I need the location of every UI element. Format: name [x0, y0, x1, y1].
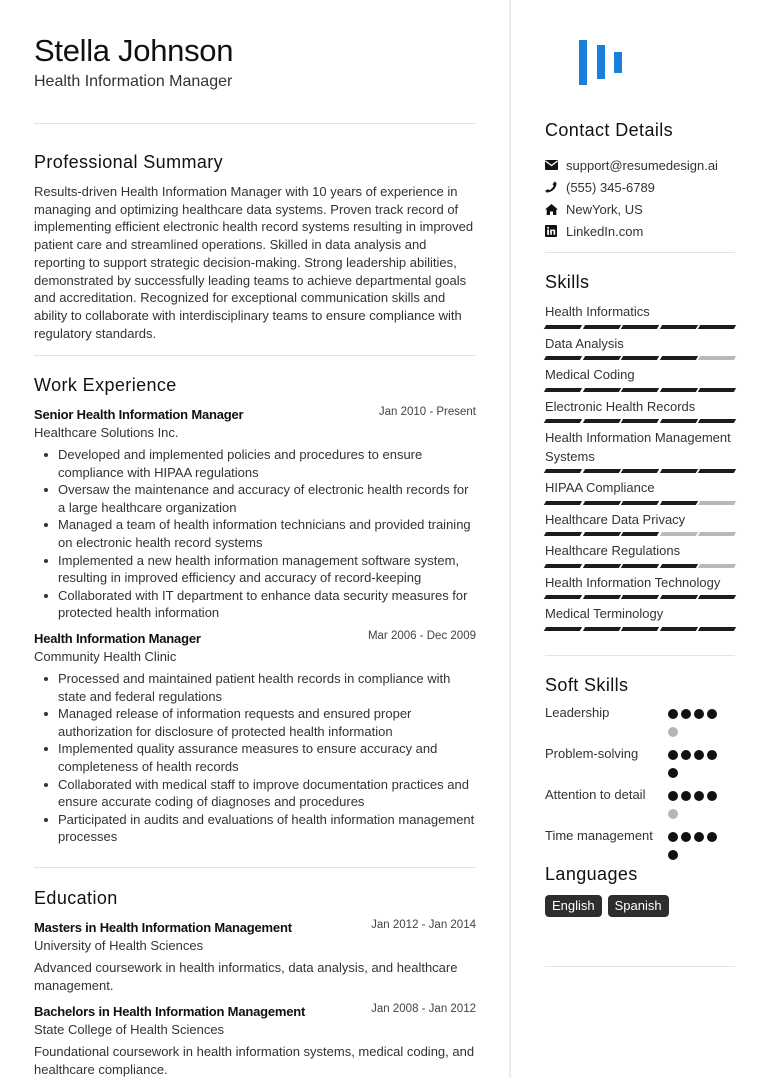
- skill-name: Healthcare Regulations: [545, 543, 681, 558]
- section-title-skills: Skills: [545, 272, 590, 292]
- contact-list: [545, 154, 735, 242]
- job-bullet: Implemented quality assurance measures to ensure accuracy and completeness of health records: [34, 740, 476, 775]
- section-title-experience: Work Experience: [34, 375, 177, 395]
- skill-level-bar: [545, 595, 735, 599]
- contact-linkedin[interactable]: LinkedIn.com: [545, 220, 735, 242]
- job-title: Senior Health Information Manager: [34, 407, 244, 422]
- language-badge: English: [545, 895, 602, 917]
- experience-entry: [34, 630, 476, 846]
- soft-skill-name: Leadership: [545, 705, 610, 720]
- skill-item: [545, 542, 735, 568]
- job-date: Jan 2010 - Present: [378, 406, 476, 418]
- language-badge: Spanish: [608, 895, 669, 917]
- soft-skill-name: Time management: [545, 828, 653, 843]
- skill-item: [545, 605, 735, 631]
- experience-entry: [34, 406, 476, 622]
- divider: [34, 867, 476, 868]
- skill-level-bar: [545, 532, 735, 536]
- skill-name: HIPAA Compliance: [545, 480, 655, 495]
- languages-list: [545, 895, 669, 917]
- school-name: University of Health Sciences: [34, 938, 204, 953]
- skills-list: [545, 303, 735, 637]
- column-divider: [509, 0, 511, 1078]
- contact-phone[interactable]: (555) 345-6789: [545, 176, 735, 198]
- skill-item: [545, 335, 735, 361]
- skill-item: [545, 511, 735, 537]
- skill-level-bar: [545, 469, 735, 473]
- soft-skill-name: Attention to detail: [545, 787, 646, 802]
- job-company: Community Health Clinic: [34, 649, 177, 664]
- soft-skills-list: [545, 704, 735, 868]
- skill-name: Health Information Management Systems: [545, 430, 731, 464]
- skill-name: Electronic Health Records: [545, 398, 696, 414]
- job-bullet: Oversaw the maintenance and accuracy of electronic health records for a large healthcare organization: [34, 481, 476, 516]
- job-company: Healthcare Solutions Inc.: [34, 425, 179, 440]
- job-bullet: Implemented a new health information management software system, resulting in improved efficiency and accuracy of record-keeping: [34, 552, 476, 587]
- divider: [545, 252, 735, 253]
- degree-title: Masters in Health Information Management: [34, 920, 292, 935]
- soft-skill-item: [545, 704, 735, 745]
- degree-title: Bachelors in Health Information Management: [34, 1004, 306, 1019]
- logo-icon: [579, 40, 623, 85]
- candidate-name: Stella Johnson: [34, 33, 234, 68]
- home-icon: [545, 204, 566, 215]
- soft-skill-rating: [668, 745, 720, 786]
- skill-item: [545, 574, 735, 600]
- skill-level-bar: [545, 627, 735, 631]
- education-entry: [34, 919, 476, 994]
- skill-name: Medical Terminology: [545, 606, 664, 621]
- job-bullets: [34, 446, 476, 622]
- skill-name: Health Information Technology: [545, 574, 721, 590]
- job-date: Mar 2006 - Dec 2009: [367, 630, 476, 642]
- soft-skill-item: [545, 827, 735, 868]
- skill-name: Data Analysis: [545, 335, 624, 351]
- skill-name: Health Informatics: [545, 304, 650, 319]
- soft-skill-rating: [668, 786, 720, 827]
- job-bullet: Processed and maintained patient health records in compliance with state and federal regulations: [34, 670, 476, 705]
- job-bullet: Managed a team of health information technicians and provided training on electronic health record systems: [34, 516, 476, 551]
- education-description: Advanced coursework in health informatics, data analysis, and healthcare management.: [34, 960, 458, 993]
- education-entry: [34, 1003, 476, 1078]
- education-date: Jan 2012 - Jan 2014: [371, 919, 476, 931]
- school-name: State College of Health Sciences: [34, 1022, 225, 1037]
- skill-name: Healthcare Data Privacy: [545, 511, 686, 527]
- skill-item: [545, 479, 735, 505]
- job-bullet: Collaborated with IT department to enhance data security measures for protected health information: [34, 587, 476, 622]
- candidate-title: Health Information Manager: [34, 73, 233, 90]
- skill-level-bar: [545, 419, 735, 423]
- job-bullet: Developed and implemented policies and procedures to ensure compliance with HIPAA regulations: [34, 446, 476, 481]
- soft-skill-name: Problem-solving: [545, 746, 639, 761]
- soft-skill-item: [545, 745, 735, 786]
- contact-location: NewYork, US: [545, 198, 735, 220]
- divider: [545, 655, 735, 656]
- job-title: Health Information Manager: [34, 631, 201, 646]
- soft-skill-item: [545, 786, 735, 827]
- job-bullet: Managed release of information requests and ensured proper authorization for disclosure of protected health information: [34, 705, 476, 740]
- soft-skill-rating: [668, 827, 720, 868]
- skill-item: [545, 366, 735, 392]
- divider: [545, 966, 735, 967]
- job-bullet: Collaborated with medical staff to improve documentation practices and ensure accurate coding of diagnoses and procedures: [34, 776, 476, 811]
- skill-level-bar: [545, 564, 735, 568]
- section-title-summary: Professional Summary: [34, 152, 224, 172]
- divider: [34, 123, 476, 124]
- job-bullet: Participated in audits and evaluations of health information management processes: [34, 811, 476, 846]
- skill-item: [545, 429, 735, 473]
- linkedin-icon: [545, 225, 566, 237]
- divider: [34, 355, 476, 356]
- section-title-soft-skills: Soft Skills: [545, 675, 629, 695]
- skill-level-bar: [545, 356, 735, 360]
- section-title-languages: Languages: [545, 864, 638, 884]
- summary-text: Results-driven Health Information Manager with 10 years of experience in managing and optimizing healthcare data systems. Proven track record of implementing efficient electronic health record systems resulting in improved patient care and streamlined operations. Skilled in data analysis and reporting to support strategic decision-making. Strong leadership abilities, demonstrated by successfully leading teams to achieve departmental goals and accreditation. Recognized for exceptional communication skills and ability to collaborate with interdisciplinary teams to ensure compliance with regulatory standards.: [34, 184, 474, 341]
- section-title-education: Education: [34, 888, 118, 908]
- skill-level-bar: [545, 325, 735, 329]
- education-date: Jan 2008 - Jan 2012: [371, 1003, 476, 1015]
- envelope-icon: [545, 160, 566, 170]
- skill-item: [545, 398, 735, 424]
- section-title-contact: Contact Details: [545, 120, 674, 140]
- skill-level-bar: [545, 388, 735, 392]
- job-bullets: [34, 670, 476, 846]
- skill-item: [545, 303, 735, 329]
- contact-email[interactable]: support@resumedesign.ai: [545, 154, 735, 176]
- phone-icon: [545, 181, 566, 193]
- education-description: Foundational coursework in health information systems, medical coding, and healthcare compliance.: [34, 1044, 475, 1077]
- skill-name: Medical Coding: [545, 367, 635, 382]
- skill-level-bar: [545, 501, 735, 505]
- soft-skill-rating: [668, 704, 720, 745]
